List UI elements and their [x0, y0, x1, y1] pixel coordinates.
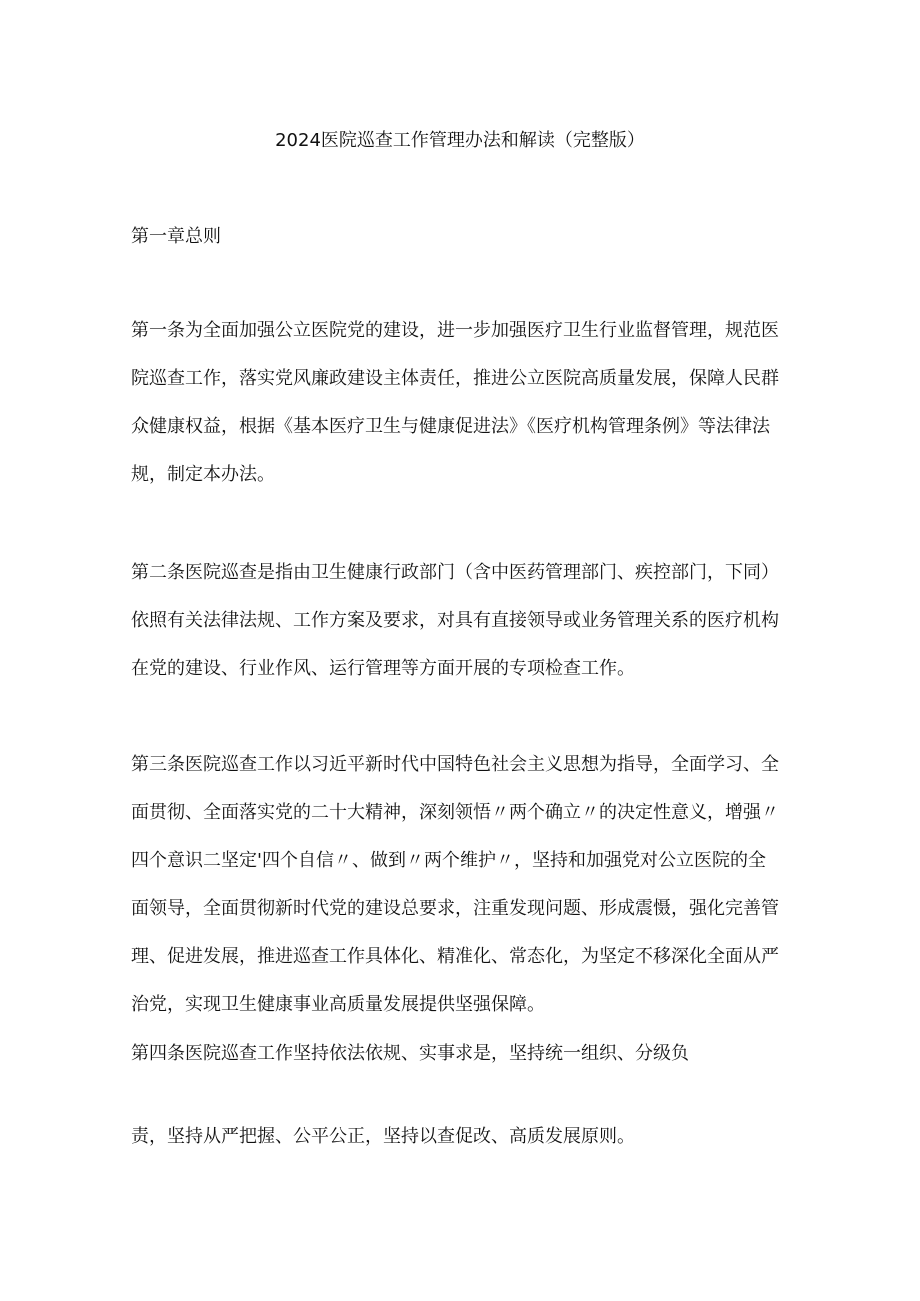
- article-line: 规，制定本办法。: [131, 464, 275, 485]
- article-line: 第一条为全面加强公立医院党的建设，进一步加强医疗卫生行业监督管理，规范医: [131, 320, 779, 341]
- article-line: 在党的建设、行业作风、运行管理等方面开展的专项检查工作。: [131, 658, 635, 679]
- article-line: 第二条医院巡查是指由卫生健康行政部门（含中医药管理部门、疾控部门，下同）: [131, 562, 779, 583]
- article-4-continuation: [131, 1113, 635, 1161]
- article-1: [131, 307, 779, 499]
- article-line: 理、促进发展，推进巡查工作具体化、精准化、常态化，为坚定不移深化全面从严: [131, 946, 779, 967]
- article-line: 责，坚持从严把握、公平公正，坚持以查促改、高质发展原则。: [131, 1126, 635, 1147]
- article-line: 院巡查工作，落实党风廉政建设主体责任，推进公立医院高质量发展，保障人民群: [131, 368, 779, 389]
- chapter-heading: 第一章总则: [131, 226, 221, 247]
- article-line: 依照有关法律法规、工作方案及要求，对具有直接领导或业务管理关系的医疗机构: [131, 610, 779, 631]
- article-line: 第三条医院巡查工作以习近平新时代中国特色社会主义思想为指导，全面学习、全: [131, 754, 779, 775]
- article-line: 第四条医院巡查工作坚持依法依规、实事求是，坚持统一组织、分级负: [131, 1043, 689, 1064]
- article-line: 治党，实现卫生健康事业高质量发展提供坚强保障。: [131, 994, 545, 1015]
- article-2: [131, 549, 779, 693]
- document-title: 2024医院巡查工作管理办法和解读（完整版）: [275, 130, 645, 151]
- article-line: 面领导，全面贯彻新时代党的建设总要求，注重发现问题、形成震慑，强化完善管: [131, 898, 779, 919]
- article-3: [131, 741, 779, 1029]
- article-line: 众健康权益，根据《基本医疗卫生与健康促进法》《医疗机构管理条例》等法律法: [131, 416, 770, 437]
- article-line: 四个意识二坚定'四个自信〃、做到〃两个维护〃，坚持和加强党对公立医院的全: [131, 850, 766, 871]
- article-line: 面贯彻、全面落实党的二十大精神，深刻领悟〃两个确立〃的决定性意义，增强〃: [131, 802, 779, 823]
- article-4: [131, 1030, 689, 1078]
